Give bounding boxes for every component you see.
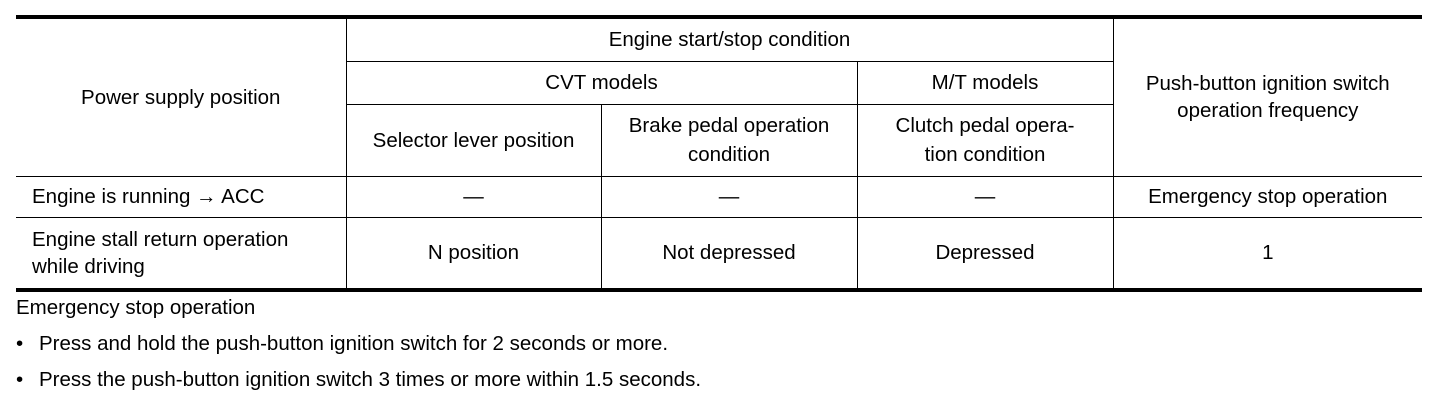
table-row: [16, 176, 1422, 217]
table-row: [16, 217, 1422, 290]
header-power-supply-position: Power supply position: [16, 17, 346, 176]
header-clutch-pedal-condition: [857, 104, 1113, 176]
header-row-1: [16, 17, 1422, 61]
notes-heading: Emergency stop operation: [16, 296, 256, 319]
clutch-pedal-line-1: Clutch pedal opera-: [895, 114, 1075, 137]
header-push-button-frequency: Push-button ignition switch operation frequency: [1113, 17, 1422, 176]
bullet-text: Press and hold the push-button ignition switch for 2 seconds or more.: [39, 332, 669, 355]
cell-selector-lever: N position: [346, 217, 601, 290]
cell-clutch-pedal: Depressed: [857, 217, 1113, 290]
cell-power-supply: Engine stall return operation while driving: [16, 217, 346, 290]
header-brake-pedal-condition: Brake pedal operation condition: [601, 104, 857, 176]
cell-frequency: Emergency stop operation: [1113, 176, 1422, 217]
cell-power-supply: Engine is running → ACC: [16, 176, 346, 217]
header-engine-start-stop-condition: Engine start/stop condition: [346, 17, 1113, 61]
list-item: [16, 332, 701, 356]
clutch-pedal-line-2: tion condition: [924, 143, 1046, 166]
header-cvt-models: CVT models: [346, 61, 857, 104]
bullet-text: Press the push-button ignition switch 3 times or more within 1.5 seconds.: [39, 368, 702, 391]
emergency-stop-notes: [16, 296, 701, 392]
cell-brake-pedal: Not depressed: [601, 217, 857, 290]
engine-start-stop-table: [16, 15, 1422, 292]
cell-brake-pedal: —: [601, 176, 857, 217]
bullet-icon: •: [16, 368, 24, 391]
cell-clutch-pedal: —: [857, 176, 1113, 217]
cell-frequency: 1: [1113, 217, 1422, 290]
header-selector-lever-position: Selector lever position: [346, 104, 601, 176]
list-item: [16, 368, 701, 392]
header-mt-models: M/T models: [857, 61, 1113, 104]
cell-selector-lever: —: [346, 176, 601, 217]
bullet-icon: •: [16, 332, 24, 355]
